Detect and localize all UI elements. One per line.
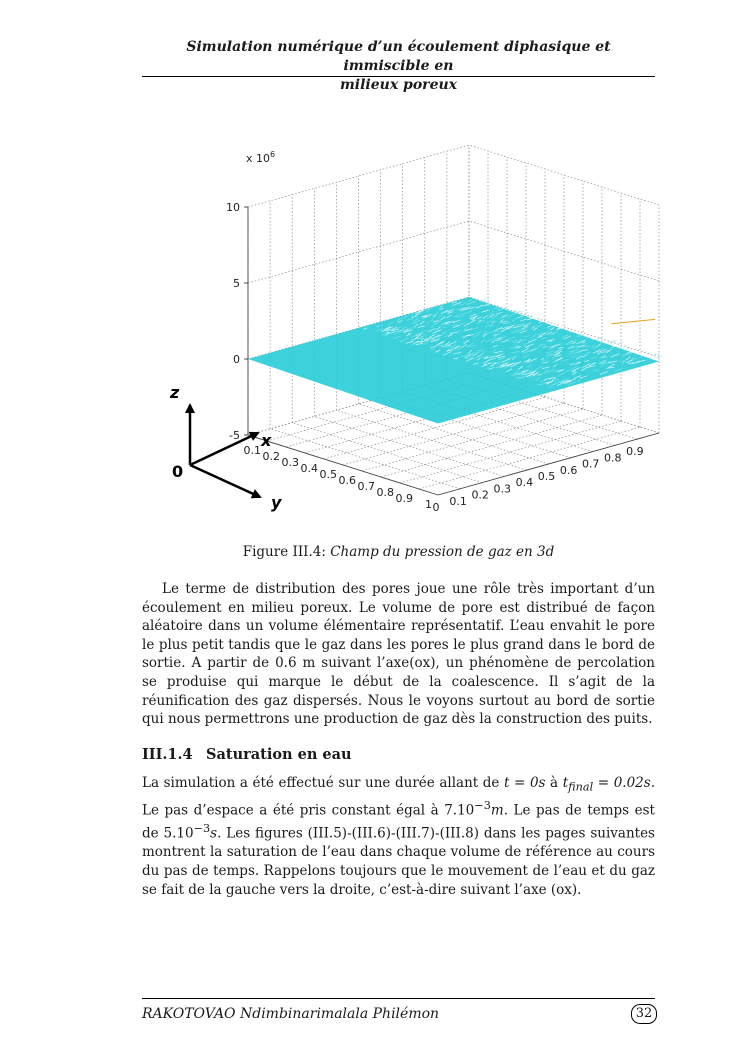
section-title: Saturation en eau <box>206 746 352 763</box>
tfinal-sub: final <box>568 780 594 794</box>
surface-texture-mark <box>641 353 646 356</box>
p2-text-d: . Le pas de temps est de 5.10 <box>142 802 655 842</box>
surface-texture-mark <box>638 348 644 351</box>
x-tick-label: 0.1 <box>449 494 467 508</box>
z-tick-label: -5 <box>229 429 240 442</box>
x-tick-label: 0.7 <box>581 457 600 471</box>
tfinal-var: t <box>562 775 569 791</box>
y-tick-label: 0.5 <box>319 468 337 481</box>
edge-highlight <box>612 319 656 323</box>
y-tick-label: 0.1 <box>243 444 261 457</box>
x-tick-label: 0.4 <box>515 476 534 490</box>
header-rule <box>142 76 655 77</box>
y-tick-label: 0.8 <box>376 486 394 499</box>
z-axis-letter: z <box>170 383 180 402</box>
body-paragraph-2 <box>142 774 655 899</box>
tfinal-value: = 0.02s <box>593 775 651 791</box>
x-tick-label: 0.2 <box>471 488 489 502</box>
y-tick-label: 0.7 <box>357 480 375 493</box>
z-tick-label: 10 <box>226 201 240 214</box>
p2-text-a: La simulation a été effectué sur une durée allant de <box>142 775 505 791</box>
x-tick-label: 0.6 <box>559 463 578 477</box>
surface-texture-mark <box>516 311 523 312</box>
section-number: III.1.4 <box>142 746 193 763</box>
pressure-3d-plot <box>150 130 670 530</box>
surface-texture-mark <box>512 310 517 312</box>
p2-text-e: . Les figures (III.5)-(III.6)-(III.7)-(III.8) dans les pages suivantes montrent la saturation de l’eau dans chaque volume de référence au cours du pas de temps. Rappelons toujours que le mouvement de l’eau et du gaz se fait de la gauche vers la droite, c’est-à-dire suivant l’axe (ox). <box>142 825 655 898</box>
unit-s: s <box>210 825 218 842</box>
surface-texture-mark <box>622 346 625 349</box>
x-tick-label: 0.5 <box>537 470 556 483</box>
header-line-2: milieux poreux <box>339 77 457 93</box>
body-paragraph-1: Le terme de distribution des pores joue une rôle très important d’un écoulement en milieu poreux. Le volume de pore est distribué de façon aléatoire dans un volume élémentaire représentatif. L’eau envahit le pore le plus petit tandis que le gaz dans les pores le plus grand dans le bord de sortie. A partir de 0.6 m suivant l’axe(ox), un phénomène de percolation se produise qui marque le début de la coalescence. Il s’agit de la réunification des gaz dispersés. Nous le voyons surtout au bord de sortie qui nous permettrons une production de gaz dès la construction des puits. <box>142 581 655 728</box>
x-tick-label: 0.8 <box>604 451 622 465</box>
x-axis-letter: x <box>261 431 272 450</box>
page-number: 32 <box>631 1004 657 1024</box>
exponent-label: x $10^6$ <box>246 150 276 165</box>
origin-label: 0 <box>172 462 184 481</box>
y-tick-label: 0.4 <box>300 462 318 475</box>
pressure-surface <box>248 297 663 424</box>
figure-caption <box>142 544 655 560</box>
axis-orientation-indicator <box>169 383 282 512</box>
space-exponent: −3 <box>474 799 491 813</box>
x-tick-label: 0.3 <box>493 482 512 496</box>
z-axis-ticks <box>226 201 248 442</box>
y-tick-label: 0.2 <box>262 450 280 463</box>
header-line-1: Simulation numérique d’un écoulement diphasique et immiscible en <box>186 39 611 74</box>
x-tick-label: 0.9 <box>626 445 644 459</box>
p2-text-b: à <box>545 775 563 791</box>
surface-texture-mark <box>626 348 630 349</box>
time-exponent: −3 <box>193 822 211 836</box>
y-tick-label: 0.3 <box>281 456 299 469</box>
unit-m: m <box>490 802 504 819</box>
surface-texture-mark <box>480 299 487 302</box>
surface-texture-mark <box>653 354 659 355</box>
pressure-surface-fill <box>248 297 659 424</box>
z-tick-label: 0 <box>233 353 240 366</box>
y-tick-label: 1 <box>425 498 432 511</box>
surface-texture-mark <box>617 341 623 345</box>
surface-texture-mark <box>569 328 577 332</box>
y-tick-label: 0.9 <box>395 492 413 505</box>
p2-text-c: . Le pas d’espace a été pris constant égal à 7.10 <box>142 775 655 819</box>
caption-label: Figure III.4: <box>242 544 326 560</box>
floor-grid-line <box>314 416 504 476</box>
x-axis-line <box>438 433 659 495</box>
t0-math: t = 0s <box>504 775 546 791</box>
section-heading <box>142 746 352 763</box>
footer-rule <box>142 998 655 999</box>
caption-text: Champ du pression de gaz en 3d <box>330 544 555 560</box>
z-tick-label: 5 <box>233 277 240 290</box>
footer-author: RAKOTOVAO Ndimbinarimalala Philémon <box>142 1006 440 1022</box>
x-tick-label: 0 <box>432 501 440 514</box>
surface-texture-mark <box>640 350 643 352</box>
running-header <box>142 38 655 95</box>
y-tick-label: 0.6 <box>338 474 356 487</box>
floor-grid-line <box>362 409 583 471</box>
y-axis-letter: y <box>271 493 282 512</box>
y-arrow <box>190 465 260 497</box>
